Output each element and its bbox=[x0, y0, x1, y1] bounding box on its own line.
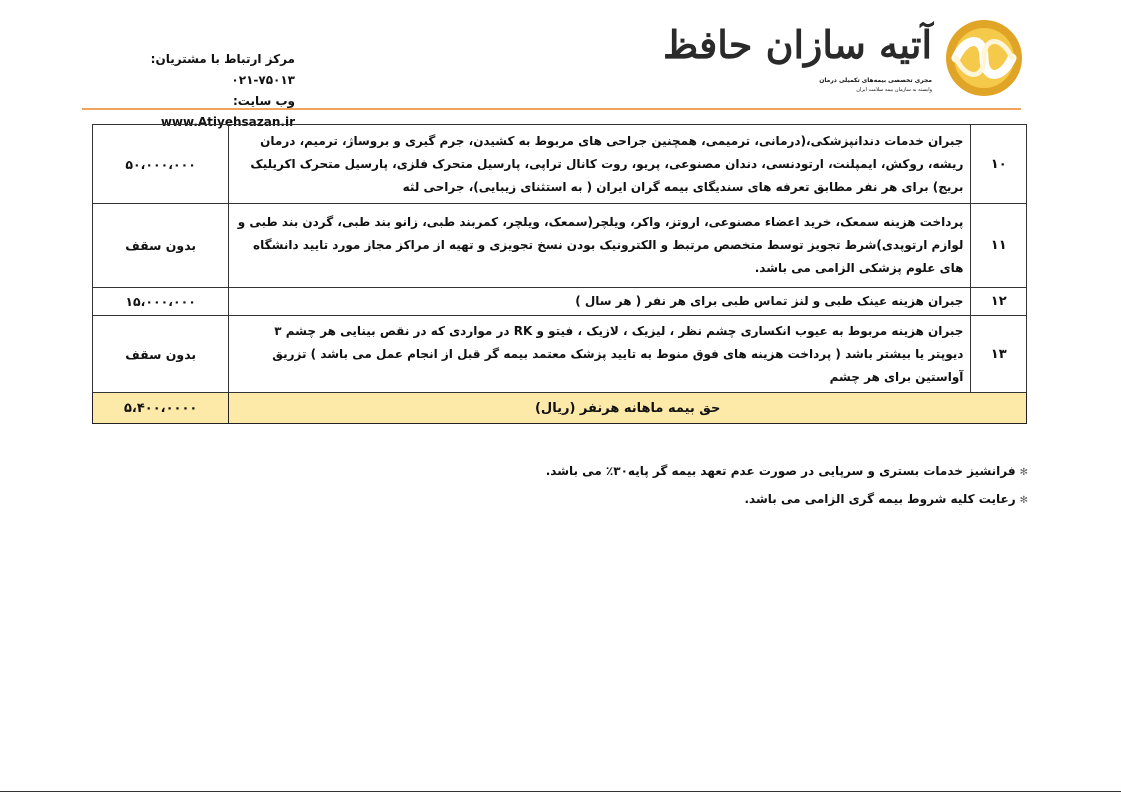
notes-section bbox=[328, 458, 1028, 514]
row-limit: بدون سقف bbox=[93, 316, 229, 393]
page-bottom-rule bbox=[0, 791, 1121, 792]
support-phone: ۰۲۱-۷۵۰۱۳ bbox=[231, 73, 295, 87]
logo-tagline: وابسته به سازمان بیمه سلامت ایران bbox=[856, 87, 932, 93]
row-description: جبران هزینه مربوط به عیوب انکساری چشم نظر ، لیزیک ، لازیک ، فیتو و RK در مواردی که در نقص بینایی هر چشم ۳ دیوپتر یا بیشتر باشد ( پرداخت هزینه های فوق منوط به تایید پزشک معتمد بیمه گر قبل از انجام عمل می باشد ) تزریق آواستین برای هر چشم bbox=[229, 316, 971, 393]
total-row bbox=[93, 393, 1027, 424]
row-number: ۱۰ bbox=[971, 125, 1027, 204]
logo-subtitle: مجری تخصصی بیمه‌های تکمیلی درمان bbox=[819, 77, 932, 84]
table-row bbox=[93, 288, 1027, 316]
row-limit: بدون سقف bbox=[93, 204, 229, 288]
note-item bbox=[328, 458, 1028, 486]
logo-title: آتیه سازان حافظ bbox=[663, 22, 932, 67]
row-number: ۱۱ bbox=[971, 204, 1027, 288]
note-item bbox=[328, 486, 1028, 514]
table-row bbox=[93, 316, 1027, 393]
header-divider bbox=[82, 108, 1021, 110]
support-label: مرکز ارتباط با مشتریان: bbox=[150, 52, 295, 66]
row-limit: ۵۰،۰۰۰،۰۰۰ bbox=[93, 125, 229, 204]
table-row bbox=[93, 125, 1027, 204]
logo-emblem-icon bbox=[938, 18, 1030, 98]
bullet-star-icon: ✻ bbox=[1019, 495, 1028, 506]
row-description: جبران هزینه عینک طبی و لنز تماس طبی برای هر نفر ( هر سال ) bbox=[229, 288, 971, 316]
row-description: پرداخت هزینه سمعک، خرید اعضاء مصنوعی، اروتز، واکر، ویلچر(سمعک، ویلچر، کمربند طبی، زانو بند طبی، گردن بند طبی و لوازم ارتوپدی)شرط تجویز توسط متخصص مرتبط و الکترونیک بودن نسخ تجویزی و تهیه از مراکز مجاز مورد تایید دانشگاه های علوم پزشکی الزامی می باشد. bbox=[229, 204, 971, 288]
website-label: وب سایت: bbox=[232, 94, 295, 108]
row-number: ۱۳ bbox=[971, 316, 1027, 393]
note-text: فرانشیز خدمات بستری و سرپایی در صورت عدم تعهد بیمه گر پایه۳۰٪ می باشد. bbox=[545, 464, 1016, 478]
table-row bbox=[93, 204, 1027, 288]
row-description: جبران خدمات دندانپزشکی،(درمانی، ترمیمی، همچنین جراحی های مربوط به کشیدن، جرم گیری و بروساژ، ترمیم، درمان ریشه، روکش، ایمپلنت، ارتودنسی، دندان مصنوعی، پریو، روت کانال تراپی، پارسیل متحرک فلزی، پارسیل متحرک اکریلیک بریج) برای هر نفر مطابق تعرفه های سندیگای بیمه گران ایران ( به استثنای زیبایی)، جراحی لثه bbox=[229, 125, 971, 204]
total-value: ۵،۴۰۰،۰۰۰۰ bbox=[93, 393, 229, 424]
note-text: رعایت کلیه شروط بیمه گری الزامی می باشد. bbox=[744, 492, 1016, 506]
company-logo bbox=[663, 16, 1030, 98]
coverage-table bbox=[92, 124, 1027, 424]
bullet-star-icon: ✻ bbox=[1019, 467, 1028, 478]
row-limit: ۱۵،۰۰۰،۰۰۰ bbox=[93, 288, 229, 316]
website-link[interactable]: www.Atiyehsazan.ir bbox=[160, 115, 295, 129]
support-line bbox=[95, 49, 295, 91]
contact-block bbox=[95, 49, 295, 133]
total-label: حق بیمه ماهانه هرنفر (ریال) bbox=[229, 393, 1027, 424]
row-number: ۱۲ bbox=[971, 288, 1027, 316]
